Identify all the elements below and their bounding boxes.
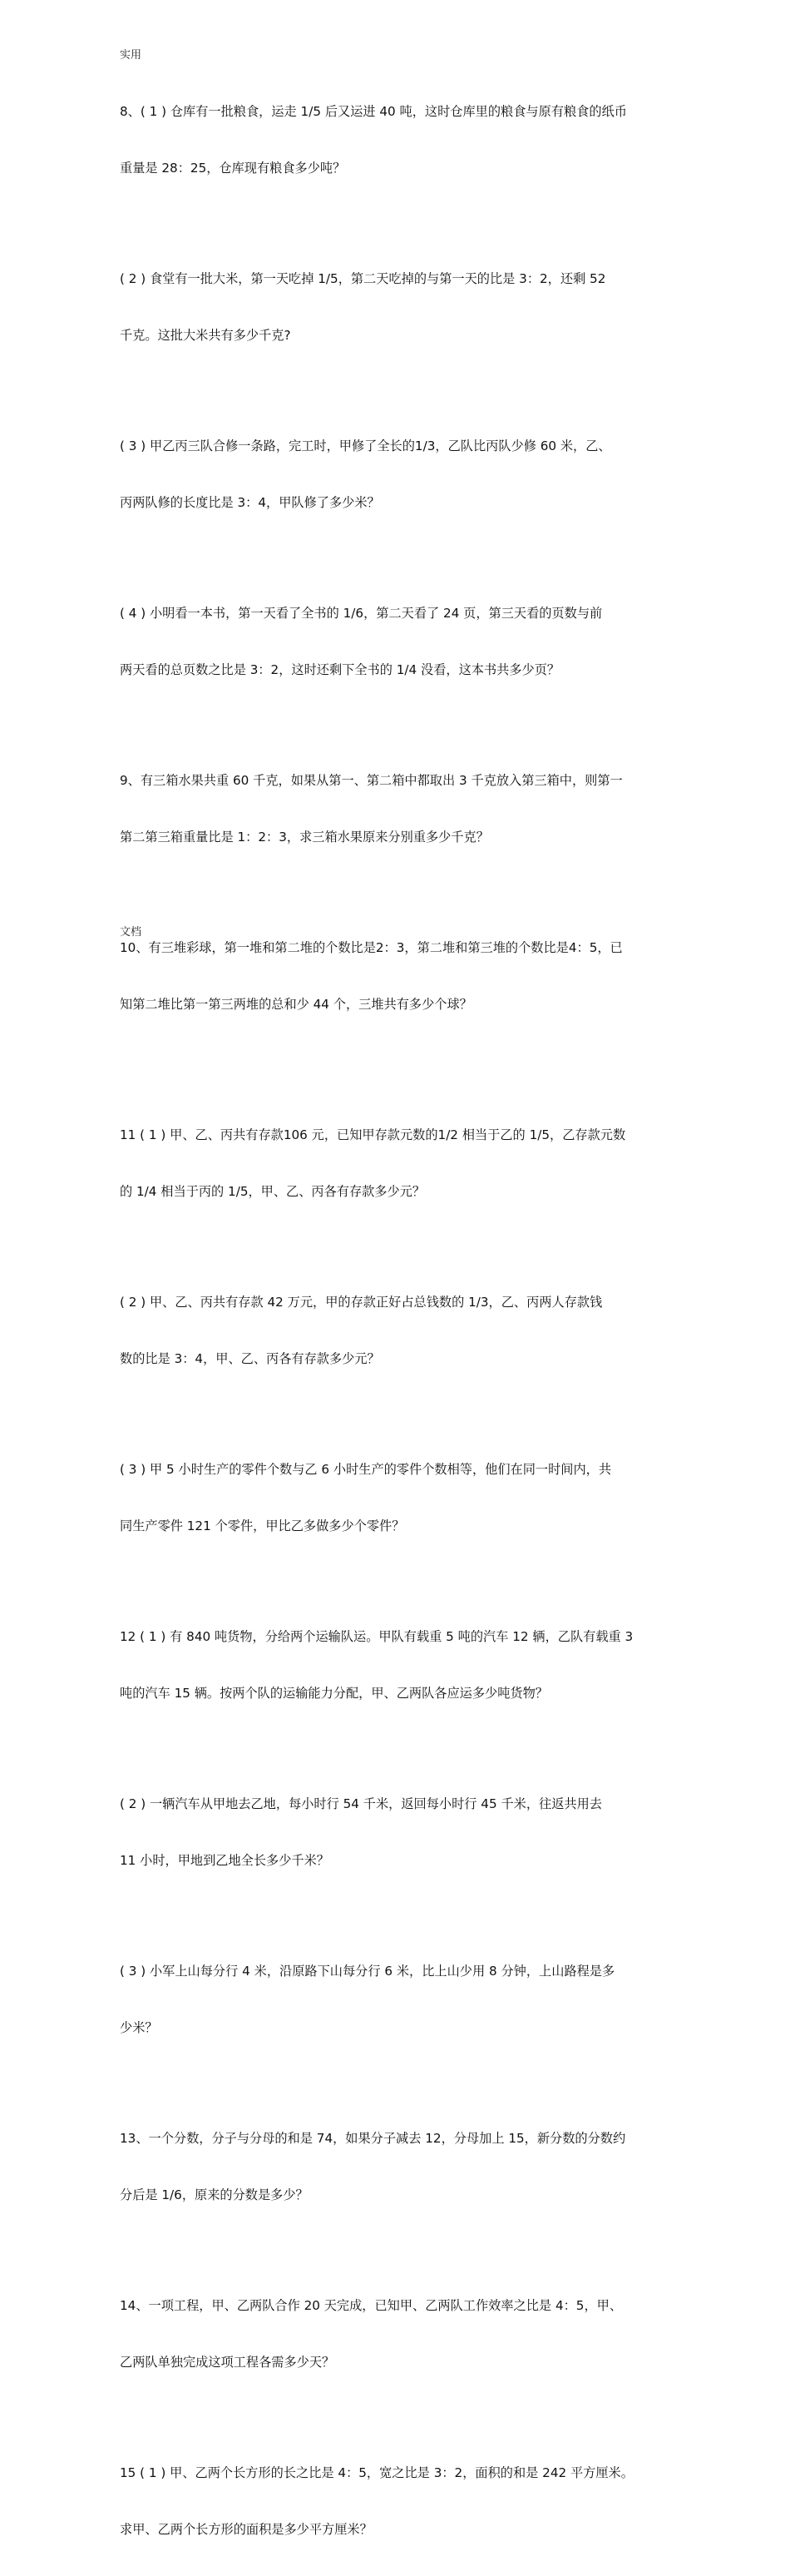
problem-15-1 [120,2426,679,2576]
text-line: 乙两队单独完成这项工程各需多少天？ [120,2354,335,2370]
text-line: 11 小时，甲地到乙地全长多少千米？ [120,1852,329,1868]
text-line: 13、一个分数，分子与分母的和是 74，如果分子减去 12，分母加上 15，新分数的分数约 [120,2131,626,2146]
problem-11-2 [120,1256,679,1405]
text-line: 吨的汽车 15 辆。按两个队的运输能力分配，甲、乙两队各应运多少吨货物？ [120,1685,548,1701]
text-line: 14、一项工程，甲、乙两队合作 20 天完成，已知甲、乙两队工作效率之比是 4：5，甲、 [120,2298,623,2313]
footer-label: 文档 [120,926,142,939]
text-line: 第二第三箱重量比是 1：2：3，求三箱水果原来分别重多少千克？ [120,829,489,845]
text-line: 丙两队修的长度比是 3：4，甲队修了多少米？ [120,494,380,510]
text-line: 15 ( 1 ) 甲、乙两个长方形的长之比是 4：5，宽之比是 3：2，面积的和是 242 平方厘米。 [120,2465,634,2480]
text-line: ( 3 ) 甲 5 小时生产的零件个数与乙 6 小时生产的零件个数相等，他们在同一时间内，共 [120,1462,612,1477]
problem-9 [120,734,679,884]
text-line: ( 2 ) 甲、乙、丙共有存款 42 万元，甲的存款正好占总钱数的 1/3，乙、丙两人存款钱 [120,1295,603,1310]
text-line: 的 1/4 相当于丙的 1/5，甲、乙、丙各有存款多少元？ [120,1183,426,1199]
text-line: 知第二堆比第一第三两堆的总和少 44 个，三堆共有多少个球？ [120,996,472,1012]
document-body [120,65,679,2576]
text-line: 重量是 28：25，仓库现有粮食多少吨？ [120,160,346,176]
problem-8-4 [120,567,679,716]
text-line: 12 ( 1 ) 有 840 吨货物，分给两个运输队运。甲队有载重 5 吨的汽车 12 辆，乙队有载重 3 [120,1629,634,1644]
problem-11-1 [120,1088,679,1238]
text-line: 10、有三堆彩球，第一堆和第二堆的个数比是2：3，第二堆和第三堆的个数比是4：5，已 [120,940,623,955]
header-label: 实用 [120,49,142,62]
text-line: 少米？ [120,2019,158,2035]
text-line: 9、有三箱水果共重 60 千克，如果从第一、第二箱中都取出 3 千克放入第三箱中，则第一 [120,773,623,788]
problem-10 [120,901,679,1051]
text-line: ( 4 ) 小明看一本书，第一天看了全书的 1/6，第二天看了 24 页，第三天看的页数与前 [120,606,603,621]
text-line: 8、( 1 ) 仓库有一批粮食，运走 1/5 后又运进 40 吨，这时仓库里的粮食与原有粮食的纸币 [120,104,627,119]
text-line: ( 2 ) 食堂有一批大米，第一天吃掉 1/5，第二天吃掉的与第一天的比是 3：2，还剩 52 [120,271,606,286]
text-line: 分后是 1/6，原来的分数是多少？ [120,2187,309,2202]
problem-14 [120,2259,679,2409]
problem-12-2 [120,1757,679,1907]
text-line: 数的比是 3：4，甲、乙、丙各有存款多少元？ [120,1350,380,1366]
problem-12-1 [120,1590,679,1740]
text-line: 千克。这批大米共有多少千克? [120,327,291,343]
text-line: 两天看的总页数之比是 3：2，这时还剩下全书的 1/4 没看，这本书共多少页？ [120,661,560,677]
text-line: ( 2 ) 一辆汽车从甲地去乙地，每小时行 54 千米，返回每小时行 45 千米，往返共用去 [120,1796,602,1811]
text-line: 同生产零件 121 个零件，甲比乙多做多少个零件？ [120,1518,405,1533]
text-line: 求甲、乙两个长方形的面积是多少平方厘米？ [120,2521,373,2537]
problem-13 [120,2092,679,2242]
text-line: 11 ( 1 ) 甲、乙、丙共有存款106 元，已知甲存款元数的1/2 相当于乙的 1/5，乙存款元数 [120,1127,626,1142]
problem-12-3 [120,1925,679,2074]
text-line: ( 3 ) 小军上山每分行 4 米，沿原路下山每分行 6 米，比上山少用 8 分钟，上山路程是多 [120,1964,615,1979]
problem-8-1 [120,65,679,215]
problem-8-3 [120,399,679,549]
text-line: ( 3 ) 甲乙丙三队合修一条路，完工时，甲修了全长的1/3，乙队比丙队少修 60 米，乙、 [120,438,611,453]
problem-11-3 [120,1423,679,1573]
problem-8-2 [120,232,679,382]
